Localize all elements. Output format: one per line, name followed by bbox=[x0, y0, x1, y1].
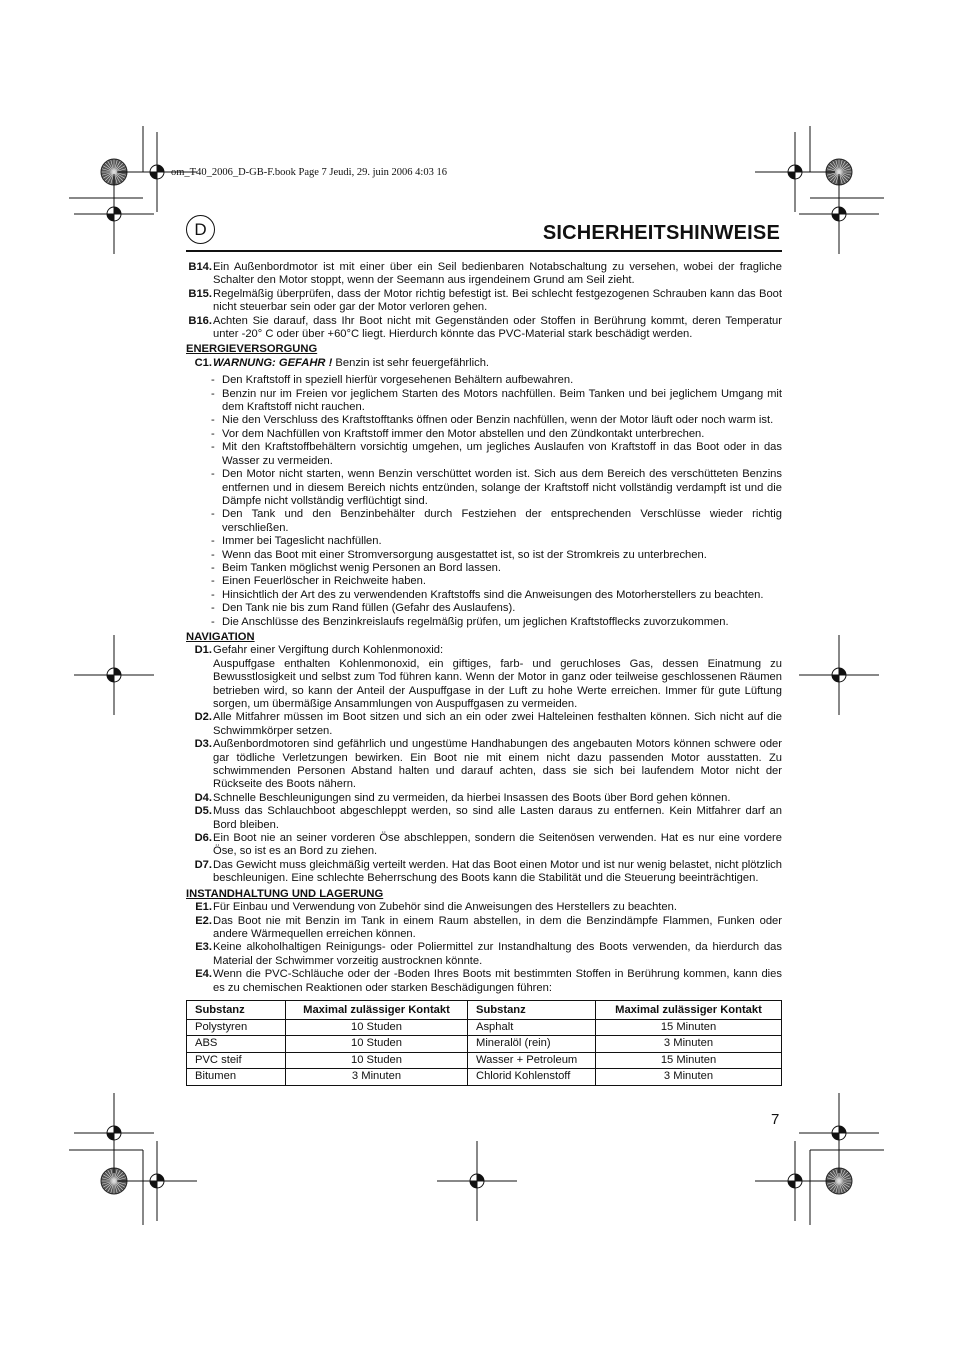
bullet-text: Nie den Verschluss des Kraftstofftanks öffnen oder Benzin nachfüllen, wenn der Motor läuft oder noch warm ist. bbox=[222, 414, 774, 427]
bullet-text: Wenn das Boot mit einer Stromversorgung ausgestattet ist, so ist der Stromkreis zu unterbrechen. bbox=[222, 548, 707, 561]
registration-target-icon bbox=[74, 174, 154, 254]
clause-d2 bbox=[186, 711, 782, 738]
clause-e3 bbox=[186, 941, 782, 968]
warning-label: WARNUNG: GEFAHR ! bbox=[213, 356, 333, 369]
clause-text: Außenbordmotoren sind gefährlich und ungestüme Handhabungen des angebauten Motors können schwere oder gar tödliche Verletzungen bewirken. Ein Boot nie mit einem nicht dazu passenden Motor ausstatten. Zu schwimmenden Personen Abstand halten und darauf achten, dass sie sich bei laufendem Motor nicht der Rückseite des Boots nähern. bbox=[213, 738, 782, 791]
registration-target-icon bbox=[755, 1141, 835, 1221]
clause-text: Regelmäßig überprüfen, dass der Motor richtig befestigt ist. Bei schlecht festgezogenen Schrauben kann das Boot nicht steuerbar sein oder gar der Motor verloren gehen. bbox=[213, 287, 782, 314]
clause-text bbox=[213, 357, 782, 370]
table-cell: ABS bbox=[187, 1036, 286, 1053]
table-row bbox=[187, 1052, 782, 1069]
registration-target-icon bbox=[799, 1093, 879, 1173]
clause-number: C1. bbox=[194, 356, 212, 369]
clause-number: B16. bbox=[188, 314, 212, 327]
column-header: Substanz bbox=[468, 1000, 596, 1019]
clause-text: Muss das Schlauchboot abgeschleppt werden, so sind alle Lasten daraus zu entfernen. Kein Mitfahrer darf an Bord bleiben. bbox=[213, 805, 782, 831]
bullet-item: - Beim Tanken möglichst wenig Personen an Bord lassen. bbox=[186, 562, 782, 575]
column-header: Maximal zulässiger Kontakt bbox=[286, 1000, 468, 1019]
table-cell: 3 Minuten bbox=[596, 1036, 782, 1053]
bullet-text: Benzin nur im Freien vor jeglichem Starten des Motors nachfüllen. Beim Tanken und bei jeglichem Umgang mit dem Kraftstoff nicht rauchen. bbox=[222, 387, 782, 414]
bullet-text: Den Tank nie bis zum Rand füllen (Gefahr des Auslaufens). bbox=[222, 602, 516, 615]
table-cell: PVC steif bbox=[187, 1052, 286, 1069]
clause-number: D2. bbox=[194, 711, 212, 724]
clause-b16 bbox=[186, 315, 782, 342]
table-cell: 3 Minuten bbox=[596, 1069, 782, 1086]
bullet-item: - Einen Feuerlöscher in Reichweite haben. bbox=[186, 575, 782, 588]
clause-text: Achten Sie darauf, dass Ihr Boot nicht mit Gegenständen oder Stoffen in Berührung kommt, deren Temperatur unter -20° C oder über +60°C liegt. Hierdurch könnte das PVC-Material stark beschädigt werden. bbox=[213, 314, 782, 341]
clause-c1 bbox=[186, 357, 782, 370]
registration-target-icon bbox=[755, 132, 835, 212]
clause-text: Schnelle Beschleunigungen sind zu vermeiden, da hierbei Insassen des Boots über Bord gehen können. bbox=[213, 791, 731, 804]
page-number: 7 bbox=[771, 1111, 780, 1128]
clause-e2 bbox=[186, 915, 782, 942]
clause-number: E1. bbox=[195, 901, 212, 914]
clause-d4 bbox=[186, 792, 782, 805]
clause-b14 bbox=[186, 261, 782, 288]
table-row bbox=[187, 1019, 782, 1036]
bullet-item: - Immer bei Tageslicht nachfüllen. bbox=[186, 535, 782, 548]
clause-text: Das Gewicht muss gleichmäßig verteilt werden. Hat das Boot einen Motor und ist nur wenig belastet, nicht plötzlich beschleunigen. Eine schlechte Beherrschung des Boots kann die Stabilität und die Steuerung beeinträchtigen. bbox=[213, 858, 782, 885]
table-row bbox=[187, 1069, 782, 1086]
clause-d1-body bbox=[186, 658, 782, 712]
table-cell: 10 Studen bbox=[286, 1019, 468, 1036]
registration-target-icon bbox=[799, 635, 879, 715]
table-cell: 3 Minuten bbox=[286, 1069, 468, 1086]
bullet-item: - Wenn das Boot mit einer Stromversorgung ausgestattet ist, so ist der Stromkreis zu unterbrechen. bbox=[186, 549, 782, 562]
clause-number: D3. bbox=[194, 738, 212, 751]
bullet-item: - Benzin nur im Freien vor jeglichem Starten des Motors nachfüllen. Beim Tanken und bei jeglichem Umgang mit dem Kraftstoff nicht rauchen. bbox=[211, 387, 782, 414]
clause-e4 bbox=[186, 968, 782, 995]
table-cell: Asphalt bbox=[468, 1019, 596, 1036]
clause-text: Für Einbau und Verwendung von Zubehör sind die Anweisungen des Herstellers zu beachten. bbox=[213, 901, 677, 914]
bullet-text: Den Tank und den Benzinbehälter durch Festziehen der entsprechenden Verschlüsse wieder richtig verschließen. bbox=[222, 508, 782, 534]
column-header: Maximal zulässiger Kontakt bbox=[596, 1000, 782, 1019]
warning-text: Benzin ist sehr feuergefährlich. bbox=[332, 356, 490, 369]
bullet-text: Hinsichtlich der Art des zu verwendenden Kraftstoffs sind die Anweisungen des Motorherstellers zu beachten. bbox=[222, 588, 764, 601]
language-badge: D bbox=[186, 215, 215, 244]
registration-target-icon bbox=[799, 174, 879, 254]
bullet-text: Mit den Kraftstoffbehältern vorsichtig umgehen, um jegliches Auslaufen von Kraftstoff in das Boot oder in das Wasser zu vermeiden. bbox=[222, 441, 782, 467]
table-cell: 15 Minuten bbox=[596, 1019, 782, 1036]
clause-title: Gefahr einer Vergiftung durch Kohlenmonoxid: bbox=[213, 644, 444, 657]
clause-d7 bbox=[186, 859, 782, 886]
bullet-text: Beim Tanken möglichst wenig Personen an Bord lassen. bbox=[222, 561, 502, 574]
clause-number: E4. bbox=[195, 968, 212, 981]
book-slug-line: om_T40_2006_D-GB-F.book Page 7 Jeudi, 29. juin 2006 4:03 16 bbox=[171, 167, 447, 178]
bullet-text: Immer bei Tageslicht nachfüllen. bbox=[222, 535, 382, 548]
clause-b15 bbox=[186, 288, 782, 315]
table-header-row bbox=[187, 1000, 782, 1019]
substance-contact-table bbox=[186, 1000, 782, 1086]
clause-number: D6. bbox=[194, 832, 212, 845]
clause-d3 bbox=[186, 738, 782, 792]
registration-target-icon bbox=[74, 635, 154, 715]
clause-text: Wenn die PVC-Schläuche oder der -Boden Ihres Boots mit bestimmten Stoffen in Berührung kommen, kann dies es zu chemischen Reaktionen oder starken Beschädigungen führen: bbox=[213, 968, 782, 994]
section-heading-navigation: NAVIGATION bbox=[186, 630, 255, 643]
clause-d6 bbox=[186, 832, 782, 859]
bullet-item: - Den Kraftstoff in speziell hierfür vorgesehenen Behältern aufbewahren. bbox=[186, 374, 782, 387]
bullet-item: - Den Tank und den Benzinbehälter durch Festziehen der entsprechenden Verschlüsse wieder richtig verschließen. bbox=[211, 508, 782, 534]
bullet-item: - Den Motor nicht starten, wenn Benzin verschüttet worden ist. Sich aus dem Bereich des verschütteten Benzins entfernen und in diesem Bereich nichts entzünden, solange der Kraftstoff nicht vollständig verdampft ist und die Dämpfe nicht vollständig verflüchtigt sind. bbox=[211, 468, 782, 507]
table-cell: 10 Studen bbox=[286, 1052, 468, 1069]
clause-number: D7. bbox=[194, 858, 212, 871]
table-cell: 10 Studen bbox=[286, 1036, 468, 1053]
clause-text: Ein Boot nie an seiner vorderen Öse abschleppen, sondern die Seitenösen verwenden. Hat es nur eine vordere Öse, so ist es an Bord zu ziehen. bbox=[213, 832, 782, 858]
title-rule bbox=[186, 250, 782, 252]
clause-text: Auspuffgase enthalten Kohlenmonoxid, ein giftiges, farb- und geruchloses Gas, dessen Einatmung zu Bewusstlosigkeit und selbst zum Tod führen kann. Wenn der Motor in ganz oder teilweise geschlossenen Räumen betrieben wird, so kann der Anteil der Auspuffgase in der Luft zu hohe Werte erreichen. Immer für gute Lüftung sorgen, um übermäßige Ansammlungen von Auspuffgasen zu vermeiden. bbox=[213, 657, 782, 710]
document-body bbox=[186, 261, 782, 1086]
clause-text: Alle Mitfahrer müssen im Boot sitzen und sich an ein oder zwei Halteleinen festhalten können. Sich nicht auf die Schwimmkörper setzen. bbox=[213, 711, 782, 737]
table-cell: 15 Minuten bbox=[596, 1052, 782, 1069]
column-header: Substanz bbox=[187, 1000, 286, 1019]
bullet-text: Einen Feuerlöscher in Reichweite haben. bbox=[222, 575, 426, 588]
table-cell: Polystyren bbox=[187, 1019, 286, 1036]
section-heading-energie: ENERGIEVERSORGUNG bbox=[186, 343, 318, 356]
clause-number: D5. bbox=[194, 805, 212, 818]
clause-number: E3. bbox=[195, 941, 212, 954]
clause-d5 bbox=[186, 805, 782, 832]
registration-target-icon bbox=[117, 1141, 197, 1221]
clause-number: E2. bbox=[195, 914, 212, 927]
section-heading-instandhaltung: INSTANDHALTUNG UND LAGERUNG bbox=[186, 887, 384, 900]
bullet-text: Die Anschlüsse des Benzinkreislaufs regelmäßig prüfen, um jeglichen Kraftstofflecks zuvorzukommen. bbox=[222, 615, 729, 628]
bullet-item: - Mit den Kraftstoffbehältern vorsichtig umgehen, um jegliches Auslaufen von Kraftstoff in das Boot oder in das Wasser zu vermeiden. bbox=[211, 441, 782, 467]
table-cell: Mineralöl (rein) bbox=[468, 1036, 596, 1053]
clause-number: B15. bbox=[188, 287, 212, 300]
clause-d1 bbox=[186, 644, 782, 657]
bullet-item: - Nie den Verschluss des Kraftstofftanks öffnen oder Benzin nachfüllen, wenn der Motor läuft oder noch warm ist. bbox=[186, 414, 782, 427]
table-cell: Chlorid Kohlenstoff bbox=[468, 1069, 596, 1086]
clause-text: Ein Außenbordmotor ist mit einer über ein Seil bedienbaren Notabschaltung zu versehen, wobei der fragliche Schalter den Motor stoppt, wenn der Seemann aus irgendeinem Grund am Seil zieht. bbox=[213, 261, 782, 287]
registration-target-icon bbox=[74, 1093, 154, 1173]
clause-e1 bbox=[186, 901, 782, 914]
table-cell: Wasser + Petroleum bbox=[468, 1052, 596, 1069]
bullet-item: - Vor dem Nachfüllen von Kraftstoff immer den Motor abstellen und den Zündkontakt unterbrechen. bbox=[186, 428, 782, 441]
clause-text: Das Boot nie mit Benzin im Tank in einem Raum abstellen, in dem die Benzindämpfe Flammen, Funken oder andere Wärmequellen erreichen können. bbox=[213, 914, 782, 940]
clause-number: B14. bbox=[188, 261, 212, 273]
bullet-text: Vor dem Nachfüllen von Kraftstoff immer den Motor abstellen und den Zündkontakt unterbrechen. bbox=[222, 427, 705, 440]
page-title: SICHERHEITSHINWEISE bbox=[542, 222, 780, 244]
bullet-item: - Hinsichtlich der Art des zu verwendenden Kraftstoffs sind die Anweisungen des Motorherstellers zu beachten. bbox=[186, 589, 782, 602]
registration-target-icon bbox=[437, 1141, 517, 1221]
bullet-text: Den Motor nicht starten, wenn Benzin verschüttet worden ist. Sich aus dem Bereich des verschütteten Benzins entfernen und in diesem Bereich nichts entzünden, solange der Kraftstoff nicht vollständig verdampft ist und die Dämpfe nicht vollständig verflüchtigt sind. bbox=[222, 468, 782, 507]
bullet-text: Den Kraftstoff in speziell hierfür vorgesehenen Behältern aufbewahren. bbox=[222, 374, 574, 387]
bullet-item: - Den Tank nie bis zum Rand füllen (Gefahr des Auslaufens). bbox=[186, 602, 782, 615]
table-row bbox=[187, 1036, 782, 1053]
clause-number: D1. bbox=[194, 644, 212, 657]
clause-text: Keine alkoholhaltigen Reinigungs- oder Poliermittel zur Instandhaltung des Boots verwenden, da hierdurch das Material der Schwimmer vorzeitig austrocknen könnte. bbox=[213, 941, 782, 967]
bullet-item: - Die Anschlüsse des Benzinkreislaufs regelmäßig prüfen, um jeglichen Kraftstofflecks zuvorzukommen. bbox=[186, 616, 782, 629]
table-cell: Bitumen bbox=[187, 1069, 286, 1086]
clause-number: D4. bbox=[194, 791, 212, 804]
